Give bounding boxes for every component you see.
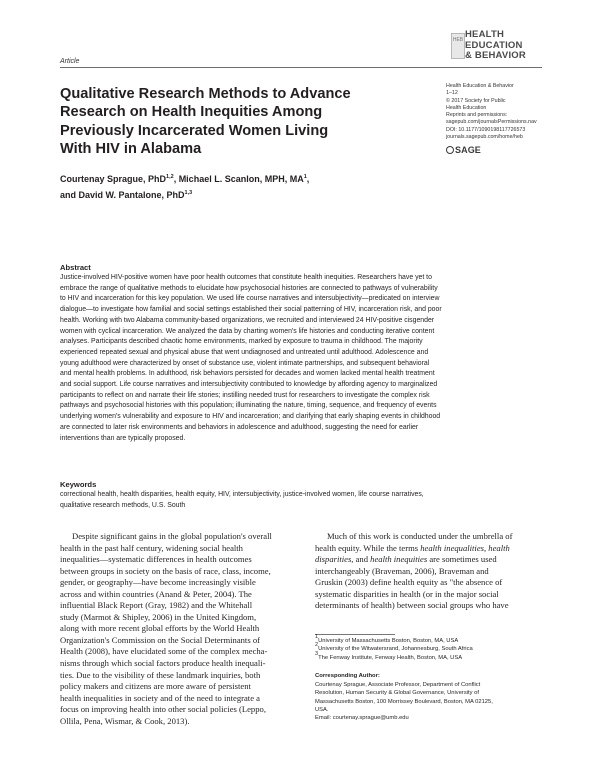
abstract-line: participants to reflect on and narrate their life stories; instilling needed trust for researchers to investigate the complex risk bbox=[60, 391, 430, 399]
author-list bbox=[60, 171, 440, 203]
abstract-line: to HIV and incarceration for this key population. We used life course narratives and intersubjectivity—predicated on interview bbox=[60, 295, 440, 303]
journal-logo-mark: HEB bbox=[451, 33, 465, 59]
abstract-line: experienced repeated sexual and physical abuse that went undiagnosed and untreated until adulthood. Adolescence and bbox=[60, 348, 429, 356]
abstract-line: are connected to later risk environments and behaviors in adolescence and adulthood, suggesting the need for earlier bbox=[60, 423, 419, 431]
logo-line: & BEHAVIOR bbox=[465, 50, 526, 61]
affiliations bbox=[315, 634, 550, 662]
corresponding-line: USA. bbox=[315, 706, 329, 713]
author-name: Courtenay Sprague, PhD bbox=[60, 174, 167, 184]
body-text: health equity. While the terms bbox=[315, 542, 421, 553]
meta-line: sagepub.com/journalsPermissions.nav bbox=[446, 119, 537, 126]
keywords-line: correctional health, health disparities, health equity, HIV, intersubjectivity, justice-involved women, life course narratives, bbox=[60, 491, 424, 498]
meta-line: Health Education & Behavior bbox=[446, 83, 514, 89]
body-line: Organization's Commission on the Social Determinants of bbox=[60, 634, 260, 645]
affiliation-marker: 1 bbox=[303, 174, 307, 180]
body-line: Gruskin (2003) define health equity as "the absence of bbox=[315, 577, 503, 588]
corresponding-line: Massachusetts Boston, 100 Morrissey Boulevard, Boston, MA 02125, bbox=[315, 698, 493, 705]
body-text: are sometimes used bbox=[427, 554, 497, 565]
meta-line: Reprints and permissions: bbox=[446, 112, 508, 119]
meta-line: Health Education bbox=[446, 104, 487, 111]
body-line: gender, or geography—have become increasingly visible bbox=[60, 577, 256, 588]
author-line-1 bbox=[60, 171, 440, 187]
body-text: , and bbox=[351, 554, 371, 565]
logo-line: HEALTH bbox=[465, 29, 505, 40]
affiliation-marker: 1 bbox=[315, 634, 319, 640]
body-line bbox=[315, 554, 545, 566]
affiliation-marker: 1,2 bbox=[166, 174, 174, 180]
logo-line: EDUCATION bbox=[465, 39, 523, 51]
affiliation-marker: 3 bbox=[315, 650, 319, 657]
body-column-left bbox=[60, 531, 295, 727]
title-line: With HIV in Alabama bbox=[60, 140, 202, 157]
body-line: health inequalities in society and of the need to integrate a bbox=[60, 692, 260, 703]
meta-line: journals.sagepub.com/home/heb bbox=[446, 134, 523, 141]
author-name: David W. Pantalone, PhD bbox=[78, 190, 185, 200]
body-term: disparities bbox=[315, 554, 352, 565]
publisher-logo bbox=[446, 145, 481, 155]
body-line: influential Black Report (Gray, 1982) and the Whitehall bbox=[60, 600, 253, 611]
abstract-line: pathways and psychosocial histories with this population; illuminating the nature, timing, sequence, and frequency of events bbox=[60, 402, 437, 410]
journal-metadata bbox=[446, 83, 566, 141]
article-title bbox=[60, 85, 420, 158]
title-line: Qualitative Research Methods to Advance bbox=[60, 86, 351, 102]
body-term: health inequalities bbox=[420, 542, 484, 553]
corresponding-line: Resolution, Human Security & Global Governance, University of bbox=[315, 690, 479, 697]
meta-line: 1–12 bbox=[446, 90, 458, 97]
affiliation-text: University of Massachusetts Boston, Boston, MA, USA bbox=[318, 638, 459, 644]
body-line: policy makers and citizens are more aware of persistent bbox=[60, 681, 251, 692]
affiliation-item bbox=[315, 642, 550, 653]
abstract-line: health. Working with two Alabama community-based organizations, we recruited and interviewed 24 HIV-positive cisgender bbox=[60, 316, 435, 324]
body-line: across and within countries (Anand & Peter, 2004). The bbox=[60, 588, 252, 599]
title-line: Research on Health Inequities Among bbox=[60, 104, 323, 121]
header-rule bbox=[60, 67, 542, 68]
abstract-line: and mental health problems. In adulthood, risk behaviors persisted for decades and women lacked mental health treatment bbox=[60, 370, 435, 378]
title-line: Previously Incarcerated Women Living bbox=[60, 122, 329, 139]
keywords-heading: Keywords bbox=[60, 480, 97, 489]
body-line: determinants of health) between social groups who have bbox=[315, 600, 509, 611]
abstract-line: embrace the range of qualitative methods to elucidate how psychosocial histories are connected to pathways of vulnerability bbox=[60, 284, 438, 292]
abstract-line: analyses. Participants described chaotic home environments, marked by exposure to trauma in childhood. The majority bbox=[60, 338, 423, 346]
publisher-name: SAGE bbox=[455, 145, 481, 155]
body-line bbox=[315, 543, 545, 555]
affiliation-text: The Fenway Institute, Fenway Health, Boston, MA, USA bbox=[318, 654, 463, 661]
body-line: inequalities—systematic differences in health outcomes bbox=[60, 554, 252, 565]
author-name: , Michael L. Scanlon, MPH, MA bbox=[173, 174, 304, 184]
meta-line: © 2017 Society for Public bbox=[446, 97, 506, 104]
keywords-list bbox=[60, 490, 542, 511]
body-line: Much of this work is conducted under the umbrella of bbox=[327, 531, 513, 541]
corresponding-author-heading: Corresponding Author: bbox=[315, 673, 380, 679]
author-separator: , bbox=[306, 174, 310, 184]
affiliation-marker: 1,3 bbox=[184, 190, 193, 196]
body-text: , bbox=[483, 542, 489, 553]
body-term: health inequities bbox=[370, 554, 428, 565]
corresponding-author-details bbox=[315, 681, 550, 722]
footnote-rule bbox=[315, 634, 395, 635]
abstract-line: Justice-involved HIV-positive women have poor health outcomes that constitute health inequities. Researchers have yet to bbox=[60, 274, 432, 281]
meta-line: DOI: 10.1177/1090198117726573 bbox=[446, 126, 526, 133]
affiliation-item bbox=[315, 650, 550, 662]
body-line: Health (2008), have elucidated some of the complex mecha- bbox=[60, 646, 268, 657]
corresponding-line: Courtenay Sprague, Associate Professor, Department of Conflict bbox=[315, 682, 481, 688]
body-column-right bbox=[315, 531, 545, 612]
body-line: focus on improving health into other social policies (Leppo, bbox=[60, 704, 266, 715]
author-line-2 bbox=[60, 187, 440, 203]
body-line: Ollila, Pena, Wismar, & Cook, 2013). bbox=[60, 715, 190, 726]
abstract-heading: Abstract bbox=[60, 263, 91, 272]
abstract-line: and social support. Life course narratives and intersubjectivity contributed to knowledge by affording agency to marginalized bbox=[60, 381, 438, 389]
affiliation-text: University of the Witwatersrand, Johannesburg, South Africa bbox=[318, 646, 473, 653]
body-line: ties. Due to the visibility of these landmark inquiries, both bbox=[60, 669, 261, 680]
abstract-line: underlying women's vulnerability and exposure to HIV and incarceration; and clarifying that early shaping events in childhood bbox=[60, 413, 441, 421]
body-line: interchangeably (Braveman, 2006), Braveman and bbox=[315, 565, 489, 576]
abstract-body bbox=[60, 273, 542, 444]
journal-logo-wordmark bbox=[465, 30, 575, 62]
body-line: study (Marmot & Shipley, 2006) in the United Kingdom, bbox=[60, 611, 257, 622]
abstract-line: dialogue—to investigate how familial and social settings established their social patterning of HIV, incarceration risk, and poor bbox=[60, 306, 442, 314]
body-line: Despite significant gains in the global population's overall bbox=[72, 531, 272, 541]
body-line: along with more recent global efforts by the World Health bbox=[60, 623, 260, 634]
body-line: health in the past half century, widening social health bbox=[60, 542, 243, 553]
body-line: between groups in society on the basis of race, class, income, bbox=[60, 565, 271, 576]
abstract-line: young adulthood were characterized by onset of substance use, violent intimate partnerships, and subsequent behavioral bbox=[60, 359, 430, 367]
affiliation-item bbox=[315, 634, 550, 645]
body-line: nisms through which social factors produce health inequali- bbox=[60, 658, 266, 669]
author-conjunction: and bbox=[60, 190, 79, 200]
body-term: health bbox=[488, 542, 510, 553]
publisher-dot-icon bbox=[446, 146, 454, 154]
keywords-line: qualitative research methods, U.S. South bbox=[60, 501, 186, 509]
affiliation-marker: 2 bbox=[315, 642, 319, 649]
body-line: systematic disparities in health (or in the major social bbox=[315, 588, 499, 599]
abstract-line: women with cyclical incarceration. We analyzed the data by charting women's life histories and conducting iterative content bbox=[60, 327, 435, 335]
abstract-line: interventions than are typically proposed. bbox=[60, 434, 186, 442]
article-type-label: Article bbox=[60, 58, 80, 65]
corresponding-email[interactable]: Email: courtenay.sprague@umb.edu bbox=[315, 715, 409, 722]
